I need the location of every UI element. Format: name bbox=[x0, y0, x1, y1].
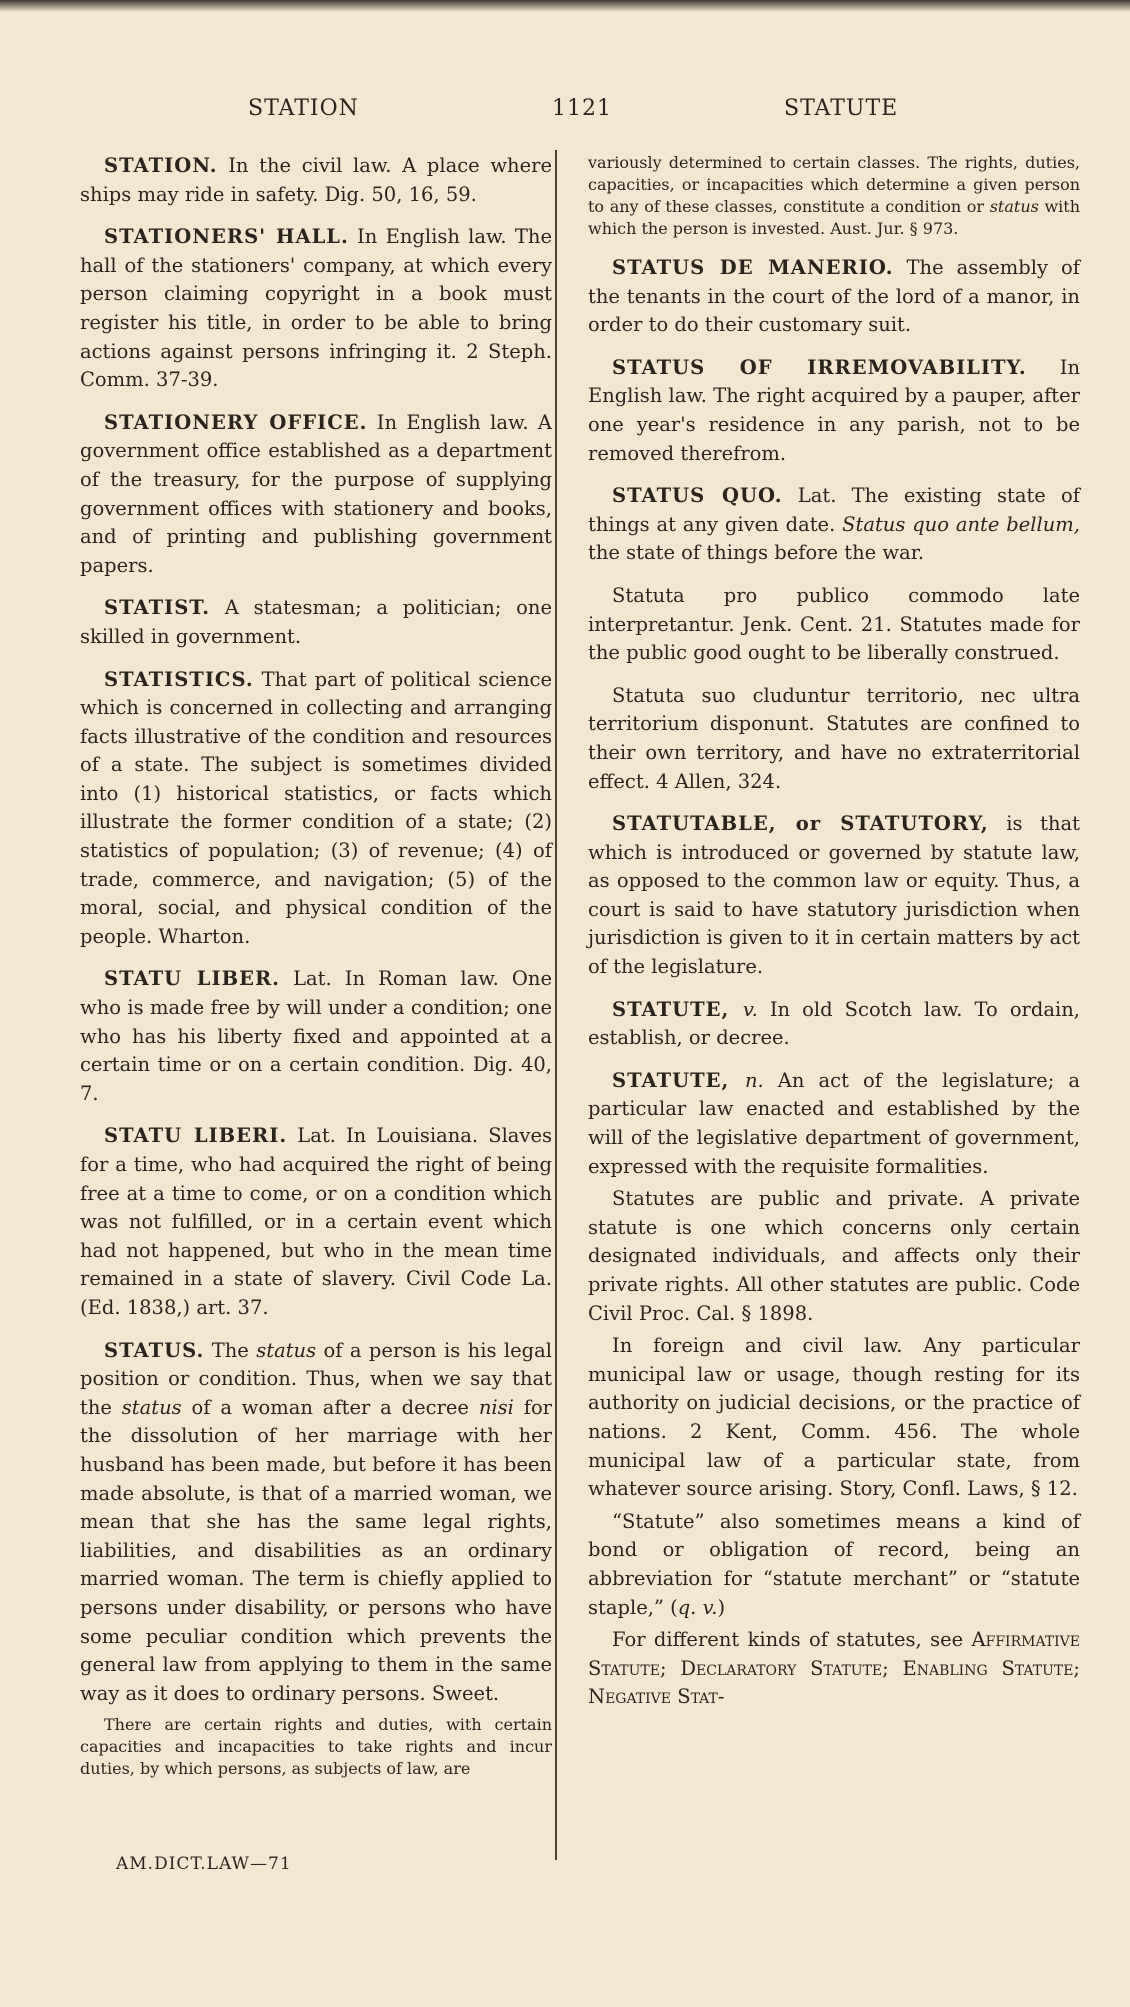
entry-headword: STATISTICS. bbox=[104, 667, 254, 691]
signature-mark: AM.DICT.LAW—71 bbox=[116, 1854, 292, 1874]
maxim-text: Statuta pro publico commodo late interpretantur. bbox=[588, 583, 1080, 636]
part-of-speech: v. bbox=[742, 997, 758, 1021]
entry-headword: STATIST. bbox=[104, 596, 211, 620]
right-column bbox=[588, 152, 1080, 1726]
entry-body: In old Scotch law. To ordain, establish, or decree. bbox=[588, 997, 1080, 1050]
header-left-word: STATION bbox=[248, 96, 359, 121]
entry-body: A statesman; a politician; one skilled in government. bbox=[80, 596, 552, 648]
cross-reference-terms: Affirmative Statute; Declaratory Statute; Enabling Statute; Negative Stat- bbox=[588, 1628, 1080, 1709]
entry-headword: STATUS OF IRREMOVABILITY. bbox=[612, 355, 1027, 379]
entry-body: The bbox=[204, 1338, 257, 1362]
entry-body: is that which is introduced or governed by statute law, as opposed to the common law or equity. Thus, a court is said to have statutory jurisdiction when jurisdiction is given to it in certain matters by act of the legislature. bbox=[588, 812, 1080, 979]
entry-headword: STATU LIBER. bbox=[104, 967, 280, 991]
entry-body: In English law. The hall of the stationers' company, at which every person claiming copyright in a book must register his title, in order to be able to bring actions against persons infringing it. 2 Steph. Comm. 37-39. bbox=[80, 225, 552, 392]
entry-body: The assembly of the tenants in the court of the lord of a manor, in order to do their customary suit. bbox=[588, 256, 1080, 337]
italic-term: nisi bbox=[478, 1395, 514, 1419]
entry-statist bbox=[80, 594, 552, 651]
entry-body: Lat. In Louisiana. Slaves for a time, who had acquired the right of being free at a time to come, or on a condition which was not fulfilled, or in a certain event which had not happened, but who in the mean time remained in a state of slavery. Civil Code La. (Ed. 1838,) art. 37. bbox=[80, 1124, 552, 1319]
entry-headword: STATUS DE MANERIO. bbox=[612, 256, 894, 279]
statute-paragraph: In foreign and civil law. Any particular municipal law or usage, though resting for its authority on judicial decisions, or the practice of nations. 2 Kent, Comm. 456. The whole municipal law of a particular state, from whatever source arising. Story, Confl. Laws, § 12. bbox=[588, 1334, 1080, 1501]
entry-headword: STATION. bbox=[104, 154, 218, 177]
paragraph-text: “Statute” also sometimes means a kind of bond or obligation of record, being an abbreviation for “statute merchant” or “statute staple,” ( bbox=[588, 1509, 1080, 1619]
entry-station bbox=[80, 152, 552, 209]
entry-status-de-manerio bbox=[588, 254, 1080, 340]
italic-term: Status quo ante bellum, bbox=[842, 512, 1080, 536]
entry-body: In English law. The right acquired by a pauper, after one year's residence in any parish, not to be removed therefrom. bbox=[588, 355, 1081, 465]
italic-term: status bbox=[256, 1338, 317, 1362]
entry-headword: STATUS QUO. bbox=[612, 484, 783, 508]
entry-statute-noun bbox=[588, 1067, 1080, 1181]
entry-body: of a person is his legal position or condition. Thus, when we say that the bbox=[80, 1338, 552, 1419]
running-header bbox=[0, 96, 1130, 136]
entry-status bbox=[80, 1337, 552, 1709]
entry-statu-liber bbox=[80, 965, 552, 1108]
paragraph-text: For different kinds of statutes, see bbox=[612, 1628, 972, 1652]
maxim-text: Statuta suo cluduntur territorio, nec ultra territorium disponunt. bbox=[588, 683, 1080, 736]
statute-cross-reference bbox=[588, 1626, 1080, 1712]
entry-body: Jenk. Cent. 21. Statutes made for the public good ought to be liberally construed. bbox=[588, 612, 1080, 665]
status-quotation-cont bbox=[588, 152, 1080, 240]
entry-headword: STATUTE, bbox=[612, 1068, 745, 1092]
entry-body: In the civil law. A place where ships may ride in safety. Dig. 50, 16, 59. bbox=[80, 154, 552, 206]
entry-body: the state of things before the war. bbox=[588, 541, 925, 565]
entry-body: That part of political science which is concerned in collecting and arranging facts illustrative of the condition and resources of a state. The subject is sometimes divided into (1) historical statistics, or facts which illustrate the former condition of a state; (2) statistics of population; (3) of revenue; (4) of trade, commerce, and navigation; (5) of the moral, social, and physical condition of the people. Wharton. bbox=[80, 667, 552, 948]
entry-headword: STATIONERY OFFICE. bbox=[104, 410, 368, 434]
entry-headword: STATIONERS' HALL. bbox=[104, 225, 349, 249]
left-column bbox=[80, 152, 552, 1794]
entry-statute-verb bbox=[588, 996, 1080, 1053]
status-quotation-start: There are certain rights and duties, with certain capacities and incapacities to take rights and incur duties, by which persons, as subjects of law, are bbox=[80, 1715, 552, 1779]
maxim-statuta-pro bbox=[588, 582, 1080, 668]
part-of-speech: n. bbox=[744, 1068, 764, 1092]
entry-status-quo bbox=[588, 482, 1080, 568]
entry-headword: STATU LIBERI. bbox=[104, 1124, 288, 1148]
page-number: 1121 bbox=[552, 96, 612, 121]
entry-body: for the dissolution of her marriage with her husband has been made, but before it has been made absolute, is that of a married woman, we mean that she has the same legal rights, liabilities, and disabilities as an ordinary married woman. The term is chiefly applied to persons under disability, or persons who have some peculiar condition which prevents the general law from applying to them in the same way as it does to ordinary persons. Sweet. bbox=[80, 1395, 553, 1705]
entry-stationery-office bbox=[80, 409, 552, 581]
statute-paragraph: Statutes are public and private. A private statute is one which concerns only certain designated individuals, and affects only their private rights. All other statutes are public. Code Civil Proc. Cal. § 1898. bbox=[588, 1187, 1080, 1325]
entry-body: of a woman after a decree bbox=[181, 1395, 479, 1419]
italic-term: status bbox=[121, 1395, 182, 1419]
paragraph-text: ) bbox=[717, 1595, 726, 1619]
maxim-statuta-suo bbox=[588, 682, 1080, 796]
column-divider bbox=[555, 150, 557, 1860]
entry-stationers-hall bbox=[80, 223, 552, 395]
entry-headword: STATUTE, bbox=[612, 997, 743, 1021]
quotation-text: with which the person is invested. Aust. Jur. § 973. bbox=[588, 197, 1081, 238]
italic-term: q. v. bbox=[677, 1595, 718, 1619]
entry-body: Statutes are confined to their own territory, and have no extraterritorial effect. 4 Allen, 324. bbox=[588, 712, 1080, 793]
entry-statu-liberi bbox=[80, 1122, 552, 1322]
entry-body: Lat. In Roman law. One who is made free by will under a condition; one who has his liberty fixed and appointed at a certain time or on a certain condition. Dig. 40, 7. bbox=[80, 967, 552, 1105]
quotation-text: variously determined to certain classes. The rights, duties, capacities, or incapacities which determine a given person to any of these classes, constitute a condition or bbox=[588, 153, 1080, 216]
entry-body: Lat. The existing state of things at any given date. bbox=[588, 484, 1081, 536]
entry-body: An act of the legislature; a particular law enacted and established by the will of the legislative department of government, expressed with the requisite formalities. bbox=[588, 1068, 1080, 1178]
page-edge-shadow bbox=[0, 0, 1130, 12]
entry-status-irremovability bbox=[588, 354, 1080, 468]
italic-term: status bbox=[989, 197, 1039, 216]
entry-body: In English law. A government office established as a department of the treasury, for the purpose of supplying government offices with stationery and books, and of printing and publishing government papers. bbox=[80, 410, 552, 577]
entry-statistics bbox=[80, 666, 552, 952]
entry-headword: STATUS. bbox=[104, 1338, 205, 1362]
entry-statutable bbox=[588, 810, 1080, 982]
entry-headword: STATUTABLE, or STATUTORY, bbox=[612, 812, 989, 836]
header-right-word: STATUTE bbox=[784, 96, 899, 121]
statute-paragraph bbox=[588, 1508, 1080, 1622]
